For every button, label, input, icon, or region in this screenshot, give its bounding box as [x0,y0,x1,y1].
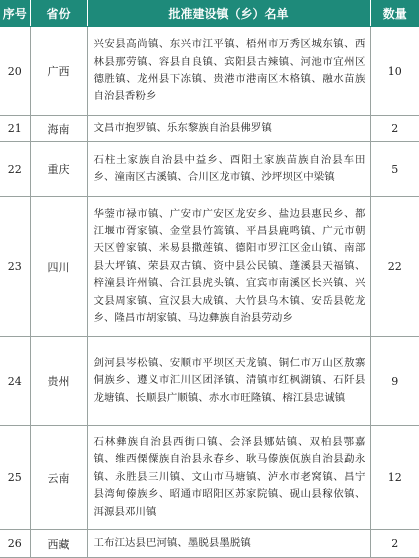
row-count: 22 [370,197,419,337]
row-towns: 石林彝族自治县西街口镇、会泽县娜姑镇、双柏县鄂嘉镇、维西傈僳族自治县永春乡、耿马傣族佤族自治县勐永镇、永胜县三川镇、文山市马塘镇、泸水市老窝镇、昌宁县湾甸傣族乡、昭通市昭阳区苏家院镇、砚山县稼依镇、洱源县邓川镇 [87,426,370,530]
table-row [0,337,419,426]
row-province: 海南 [30,116,87,142]
table-row [0,426,419,530]
row-towns: 华蓥市禄市镇、广安市广安区龙安乡、盐边县惠民乡、都江堰市胥家镇、金堂县竹篙镇、平昌县鹿鸣镇、广元市朝天区曾家镇、米易县撒莲镇、德阳市罗江区金山镇、南部县大坪镇、荣县双古镇、资中县公民镇、蓬溪县天福镇、梓潼县许州镇、合江县虎头镇、宜宾市南溪区长兴镇、兴文县周家镇、宣汉县大成镇、大竹县乌木镇、安岳县乾龙乡、隆昌市胡家镇、马边彝族自治县劳动乡 [87,197,370,337]
row-count: 12 [370,426,419,530]
header-row [0,0,419,27]
row-count: 2 [370,116,419,142]
row-province: 贵州 [30,337,87,426]
row-count: 5 [370,142,419,197]
row-number: 25 [0,426,30,530]
header-count: 数量 [370,0,419,27]
row-number: 23 [0,197,30,337]
row-province: 四川 [30,197,87,337]
row-province: 西藏 [30,530,87,558]
table-row [0,197,419,337]
header-towns: 批准建设镇（乡）名单 [87,0,370,27]
table-row [0,530,419,558]
row-count: 10 [370,27,419,116]
row-count: 2 [370,530,419,558]
row-province: 广西 [30,27,87,116]
row-number: 20 [0,27,30,116]
row-towns: 剑河县岑松镇、安顺市平坝区天龙镇、铜仁市万山区敖寨侗族乡、遵义市汇川区团泽镇、清镇市红枫湖镇、石阡县龙塘镇、长顺县广顺镇、赤水市旺隆镇、榕江县忠诚镇 [87,337,370,426]
header-province: 省份 [30,0,87,27]
row-towns: 兴安县高尚镇、东兴市江平镇、梧州市万秀区城东镇、西林县那劳镇、容县自良镇、宾阳县古辣镇、河池市宜州区德胜镇、龙州县下冻镇、贵港市港南区木格镇、融水苗族自治县香粉乡 [87,27,370,116]
table-header [0,0,419,27]
row-towns: 工布江达县巴河镇、墨脱县墨脱镇 [87,530,370,558]
table-row [0,27,419,116]
table-row [0,116,419,142]
row-number: 21 [0,116,30,142]
table-body [0,27,419,558]
row-count: 9 [370,337,419,426]
row-number: 22 [0,142,30,197]
row-number: 26 [0,530,30,558]
header-no: 序号 [0,0,30,27]
row-number: 24 [0,337,30,426]
row-towns: 文昌市抱罗镇、乐东黎族自治县佛罗镇 [87,116,370,142]
row-province: 重庆 [30,142,87,197]
table-row [0,142,419,197]
row-province: 云南 [30,426,87,530]
row-towns: 石柱土家族自治县中益乡、酉阳土家族苗族自治县车田乡、潼南区古溪镇、合川区龙市镇、沙坪坝区中梁镇 [87,142,370,197]
